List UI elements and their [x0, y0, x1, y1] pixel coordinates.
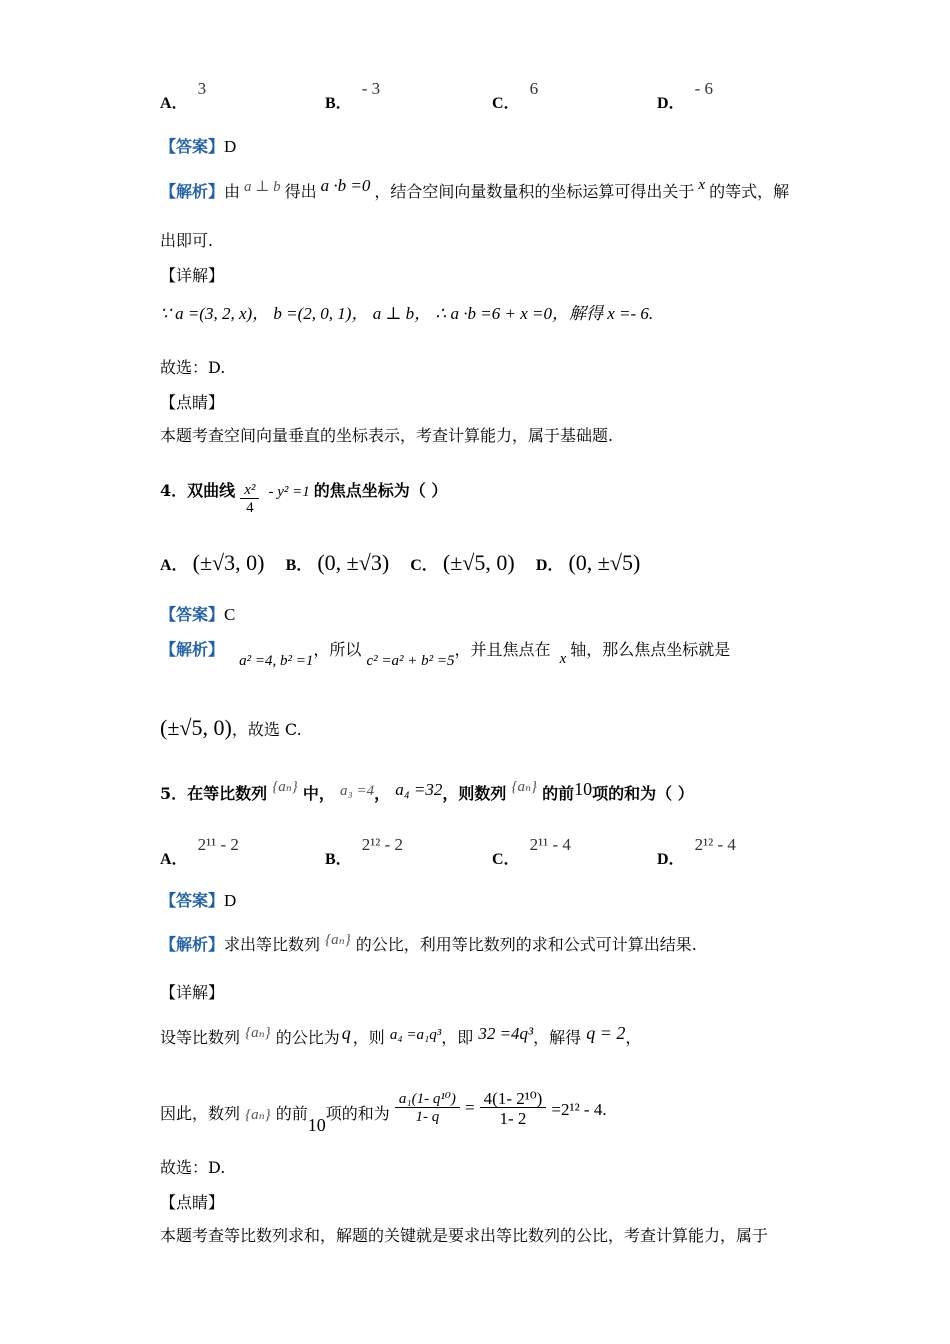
option-label: B． — [325, 851, 352, 868]
q5-detail-line2 — [160, 1078, 607, 1135]
analysis-tag: 【解析】 — [160, 640, 225, 659]
option-value: (0, ±√5) — [568, 550, 641, 575]
analysis-text: 的公比，利用等比数列的求和公式可计算出结果. — [355, 935, 697, 954]
stem-text: 的前 — [542, 784, 575, 803]
option-label: D． — [535, 557, 564, 574]
analysis-text: 求出等比数列 — [224, 935, 321, 954]
option-value: 2¹¹ - 4 — [529, 835, 571, 854]
math-c2: c² =a² + b² =5 — [366, 653, 455, 669]
detail-text: ，则 — [352, 1028, 385, 1047]
detail-text: 的公比为 — [275, 1028, 340, 1047]
q5-comment: 本题考查等比数列求和，解题的关键就是要求出等比数列的公比，考查计算能力，属于 — [160, 1226, 769, 1245]
detail-text: 的前 — [275, 1104, 308, 1123]
q5-choose: 故选：D. — [160, 1158, 226, 1177]
answer-value: D — [224, 891, 237, 910]
fraction-denominator: 4 — [240, 498, 259, 516]
math-a2-b2: a² =4, b² =1 — [239, 653, 314, 669]
stem-text: ， — [374, 784, 391, 803]
detail-text: ，解得 — [533, 1028, 582, 1047]
math-sequence: {aₙ} — [511, 779, 538, 795]
math-dot-product: a ·b =0 — [320, 176, 371, 195]
option-label: C． — [410, 557, 438, 574]
analysis-text: ，结合空间向量数量积的坐标运算可得出关于 — [374, 182, 695, 201]
detail-text: 因此，数列 — [160, 1104, 241, 1123]
analysis-text: ，故选 C. — [231, 720, 302, 739]
math-sequence: {aₙ} — [325, 932, 351, 948]
analysis-text: ，并且焦点在 — [454, 640, 551, 659]
option-label: C． — [492, 851, 520, 868]
q3-option-b — [325, 79, 381, 113]
analysis-text: 由 — [224, 182, 241, 201]
answer-tag: 【答案】 — [160, 137, 225, 156]
fraction-numerator: 4(1- 2¹⁰) — [483, 1089, 543, 1108]
option-label: D． — [657, 851, 685, 868]
detail-text: 项的和为 — [325, 1104, 390, 1123]
question-number: 4．双曲线 — [160, 481, 236, 500]
analysis-tag: 【解析】 — [160, 935, 225, 954]
q5-answer — [160, 892, 236, 909]
fraction-sum-formula — [395, 1092, 460, 1125]
option-value: 6 — [529, 79, 539, 98]
q4-analysis-line2 — [160, 717, 302, 739]
math-ten: 10 — [574, 779, 593, 799]
detail-text: ， — [625, 1028, 642, 1047]
stem-text: 中， — [302, 784, 335, 803]
math-a-perp-b: a ⊥ b — [244, 179, 281, 195]
math-q-eq-2: q = 2 — [586, 1023, 626, 1043]
q3-comment-tag: 【点睛】 — [160, 393, 225, 412]
analysis-tag: 【解析】 — [160, 182, 225, 201]
q3-analysis — [160, 176, 790, 201]
q4-stem — [160, 475, 448, 516]
q5-stem — [160, 779, 694, 803]
q3-option-c — [492, 79, 539, 113]
option-value: 3 — [197, 79, 207, 98]
analysis-text: ，所以 — [313, 640, 362, 659]
q5-analysis — [160, 932, 697, 954]
q3-comment: 本题考查空间向量垂直的坐标表示，考查计算能力，属于基础题. — [160, 426, 614, 445]
q5-option-d — [657, 835, 736, 869]
q5-option-c — [492, 835, 571, 869]
q3-option-a — [160, 79, 207, 113]
detail-text: ，即 — [441, 1028, 474, 1047]
answer-value: D — [224, 137, 237, 156]
option-value: - 6 — [694, 79, 713, 98]
option-value: 2¹² - 2 — [361, 835, 404, 854]
analysis-text: 的等式，解 — [709, 182, 790, 201]
q5-detail-line1 — [160, 1023, 642, 1047]
math-sequence: {aₙ} — [245, 1107, 271, 1123]
equation-rest: - y² =1 — [268, 484, 310, 500]
math-sequence: {aₙ} — [272, 779, 298, 795]
fraction-numerator: a₁(1- q¹⁰) — [398, 1091, 456, 1107]
sum-result: =2¹² - 4. — [551, 1100, 607, 1119]
q4-options — [160, 552, 640, 574]
math-a4: a₄ =32 — [395, 780, 443, 799]
math-x: x — [698, 177, 706, 193]
math-ten: 10 — [307, 1115, 326, 1135]
option-label: B． — [285, 557, 313, 574]
q3-choose: 故选：D. — [160, 358, 226, 377]
fraction-sum-value — [480, 1090, 547, 1127]
q4-answer — [160, 606, 235, 623]
fraction-numerator: x² — [244, 482, 256, 498]
analysis-text: 得出 — [284, 182, 317, 201]
fraction-denominator: 1- q — [395, 1107, 460, 1125]
option-value: (±√3, 0) — [192, 550, 265, 575]
q3-option-d — [657, 79, 713, 113]
option-value: 2¹² - 4 — [694, 835, 736, 854]
option-value: 2¹¹ - 2 — [197, 835, 239, 854]
option-label: A． — [160, 95, 188, 112]
option-label: C． — [492, 95, 520, 112]
equals-sign: = — [464, 1098, 475, 1117]
q5-detail-tag: 【详解】 — [160, 983, 225, 1002]
math-q: q — [341, 1023, 351, 1043]
q5-option-a — [160, 835, 239, 869]
math-a3: a₃ =4 — [340, 783, 375, 799]
fraction-x2-over-4 — [240, 483, 259, 516]
stem-text: 的焦点坐标为（ ） — [313, 481, 448, 500]
option-value: - 3 — [361, 79, 381, 98]
math-a4-formula: a₄ =a₁q³ — [389, 1027, 442, 1043]
q4-analysis — [160, 640, 731, 669]
q3-detail-line: ∵ a =(3, 2, x)， b =(2, 0, 1)， a ⊥ b， ∴ a ·b =6 + x =0，解得 x =- 6. — [160, 304, 654, 323]
stem-text: ，则数列 — [442, 784, 507, 803]
q5-option-b — [325, 835, 404, 869]
q3-analysis-line2: 出即可. — [160, 231, 214, 250]
option-value: (0, ±√3) — [317, 550, 390, 575]
answer-value: C — [224, 605, 236, 624]
answer-tag: 【答案】 — [160, 605, 225, 624]
option-value: (±√5, 0) — [442, 550, 515, 575]
option-label: A． — [160, 557, 188, 574]
q5-comment-tag: 【点睛】 — [160, 1193, 225, 1212]
option-label: A． — [160, 851, 188, 868]
stem-text: 项的和为（ ） — [592, 784, 694, 803]
math-x: x — [559, 651, 567, 667]
q3-answer — [160, 138, 236, 155]
q3-detail-tag: 【详解】 — [160, 266, 225, 285]
question-number: 5．在等比数列 — [160, 784, 268, 803]
option-label: D． — [657, 95, 685, 112]
math-focus-point: (±√5, 0) — [160, 715, 232, 740]
math-32-eq: 32 =4q³ — [478, 1024, 534, 1043]
analysis-text: 轴，那么焦点坐标就是 — [570, 640, 731, 659]
option-label: B． — [325, 95, 352, 112]
answer-tag: 【答案】 — [160, 891, 225, 910]
detail-text: 设等比数列 — [160, 1028, 241, 1047]
fraction-denominator: 1- 2 — [480, 1107, 547, 1127]
math-sequence: {aₙ} — [245, 1025, 271, 1041]
